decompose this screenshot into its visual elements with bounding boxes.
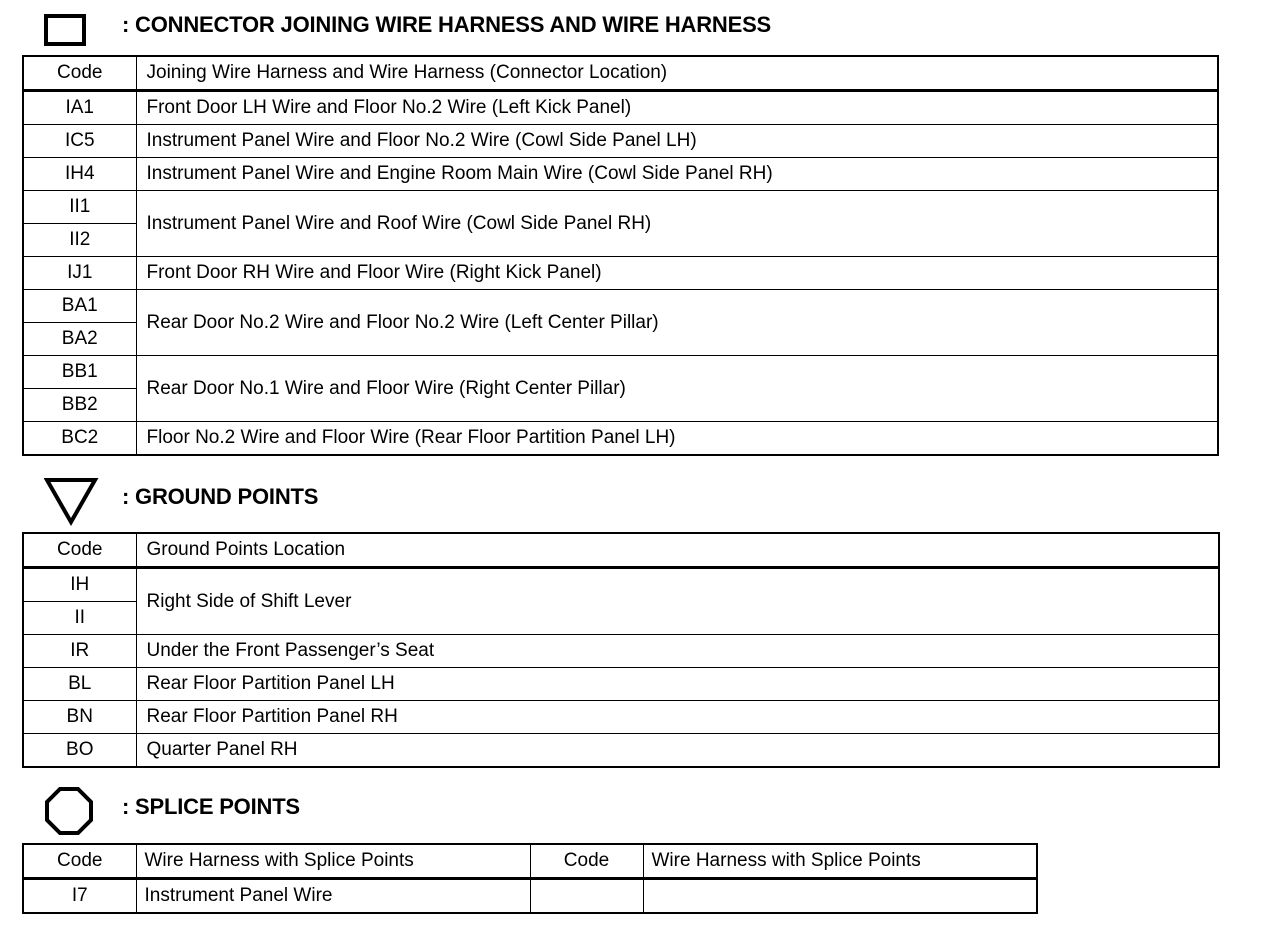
table-row <box>23 701 1219 734</box>
connector-code: IJ1 <box>23 257 136 290</box>
connector-location: Rear Door No.2 Wire and Floor No.2 Wire (Left Center Pillar) <box>136 290 1218 356</box>
connector-location: Floor No.2 Wire and Floor Wire (Rear Floor Partition Panel LH) <box>136 422 1218 456</box>
connector-table <box>22 55 1219 456</box>
connector-code: BA1 <box>23 290 136 323</box>
splice-wire-harness: Instrument Panel Wire <box>136 879 530 914</box>
ground-location: Rear Floor Partition Panel RH <box>136 701 1219 734</box>
ground-table <box>22 532 1220 768</box>
connector-code: BC2 <box>23 422 136 456</box>
connector-location: Rear Door No.1 Wire and Floor Wire (Right Center Pillar) <box>136 356 1218 422</box>
table-row <box>23 125 1218 158</box>
table-row <box>23 422 1218 456</box>
table-row <box>23 879 1037 914</box>
connector-section-title: : CONNECTOR JOINING WIRE HARNESS AND WIRE HARNESS <box>122 12 772 37</box>
column-header-wire-harness: Wire Harness with Splice Points <box>643 844 1037 879</box>
ground-code: BO <box>23 734 136 768</box>
column-header-code: Code <box>23 844 136 879</box>
ground-location: Right Side of Shift Lever <box>136 568 1219 635</box>
column-header-location: Ground Points Location <box>136 533 1219 568</box>
ground-code: IH <box>23 568 136 602</box>
connector-location: Front Door RH Wire and Floor Wire (Right Kick Panel) <box>136 257 1218 290</box>
table-row <box>23 191 1218 224</box>
table-row <box>23 668 1219 701</box>
table-header-row <box>23 56 1218 91</box>
column-header-code: Code <box>23 533 136 568</box>
connector-code: BA2 <box>23 323 136 356</box>
ground-location: Quarter Panel RH <box>136 734 1219 768</box>
table-row <box>23 257 1218 290</box>
ground-code: IR <box>23 635 136 668</box>
table-row <box>23 734 1219 768</box>
ground-code: BN <box>23 701 136 734</box>
triangle-down-icon <box>44 476 100 526</box>
table-row <box>23 91 1218 125</box>
table-row <box>23 356 1218 389</box>
connector-code: II2 <box>23 224 136 257</box>
splice-table <box>22 843 1038 914</box>
connector-code: IH4 <box>23 158 136 191</box>
connector-code: BB2 <box>23 389 136 422</box>
connector-code: II1 <box>23 191 136 224</box>
connector-code: IC5 <box>23 125 136 158</box>
ground-code: II <box>23 602 136 635</box>
table-header-row <box>23 533 1219 568</box>
ground-code: BL <box>23 668 136 701</box>
connector-code: IA1 <box>23 91 136 125</box>
connector-location: Instrument Panel Wire and Roof Wire (Cowl Side Panel RH) <box>136 191 1218 257</box>
connector-location: Instrument Panel Wire and Engine Room Main Wire (Cowl Side Panel RH) <box>136 158 1218 191</box>
connector-location: Instrument Panel Wire and Floor No.2 Wire (Cowl Side Panel LH) <box>136 125 1218 158</box>
splice-code: I7 <box>23 879 136 914</box>
splice-section-title: : SPLICE POINTS <box>122 794 300 819</box>
connector-code: BB1 <box>23 356 136 389</box>
table-row <box>23 635 1219 668</box>
octagon-icon <box>44 786 96 838</box>
column-header-code: Code <box>23 56 136 91</box>
table-row <box>23 568 1219 602</box>
ground-location: Under the Front Passenger’s Seat <box>136 635 1219 668</box>
splice-code <box>530 879 643 914</box>
ground-location: Rear Floor Partition Panel LH <box>136 668 1219 701</box>
ground-section-title: : GROUND POINTS <box>122 484 319 509</box>
column-header-code: Code <box>530 844 643 879</box>
column-header-location: Joining Wire Harness and Wire Harness (Connector Location) <box>136 56 1218 91</box>
splice-wire-harness <box>643 879 1037 914</box>
column-header-wire-harness: Wire Harness with Splice Points <box>136 844 530 879</box>
table-row <box>23 290 1218 323</box>
table-header-row <box>23 844 1037 879</box>
table-row <box>23 158 1218 191</box>
connector-location: Front Door LH Wire and Floor No.2 Wire (Left Kick Panel) <box>136 91 1218 125</box>
square-icon <box>44 12 88 48</box>
